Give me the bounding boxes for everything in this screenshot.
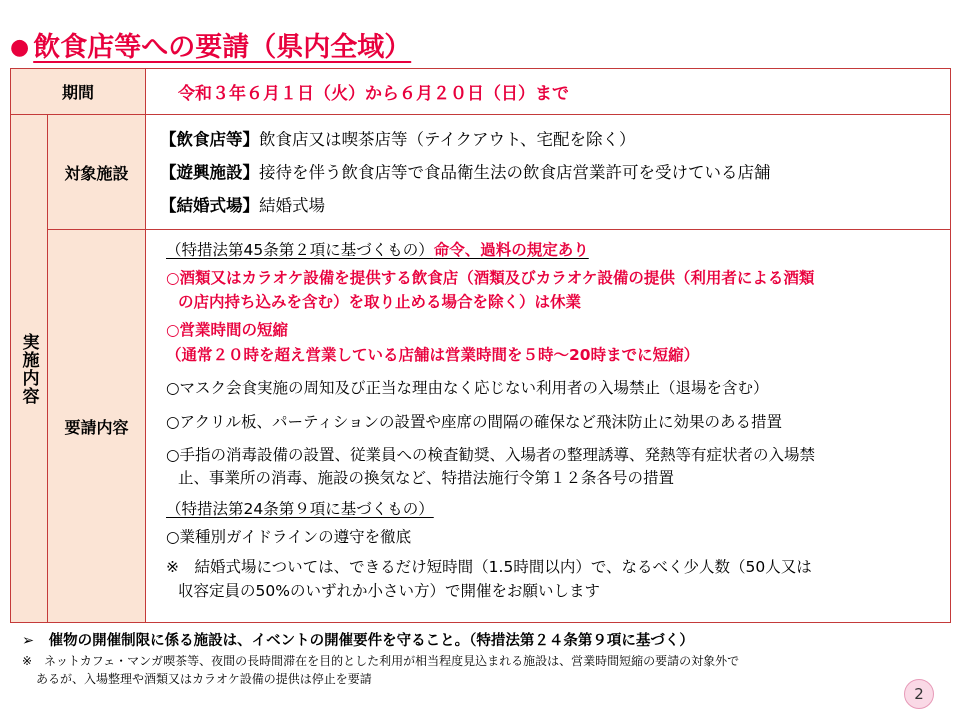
mask-line: ○マスク会食実施の周知及び正当な理由なく応じない利用者の入場禁止（退場を含む） — [166, 379, 769, 397]
page-title — [10, 25, 411, 64]
cafe-note — [22, 652, 739, 688]
hours-line-1: ○営業時間の短縮 — [166, 321, 289, 339]
facility-row — [160, 189, 950, 222]
law45-heading-line — [166, 238, 589, 260]
facility-text: 結婚式場 — [259, 196, 325, 215]
implementation-label-text: 実施内容 — [18, 332, 39, 405]
cafe-note-line-1: ※ ネットカフェ・マンガ喫茶等、夜間の長時間滞在を目的とした利用が相当程度見込まれる施設は、営業時間短縮の要請の対象外で — [22, 654, 740, 668]
facility-tag: 【遊興施設】 — [160, 163, 259, 182]
acrylic-line: ○アクリル板、パーティションの設置や座席の間隔の確保など飛沫防止に効果のある措置 — [166, 413, 783, 431]
facility-row — [160, 156, 950, 189]
facility-text: 飲食店又は喫茶店等（テイクアウト、宅配を除く） — [259, 130, 636, 149]
period-label: 期間 — [11, 69, 146, 115]
hand-line-1: ○手指の消毒設備の設置、従業員への検査勧奨、入場者の整理誘導、発熱等有症状者の入場禁 — [166, 446, 816, 464]
closure-line-2: の店内持ち込みを含む）を取り止める場合を除く）は休業 — [178, 293, 582, 311]
period-value: 令和３年６月１日（火）から６月２０日（日）まで — [146, 69, 950, 115]
requests-label: 要請内容 — [48, 230, 146, 622]
facility-text: 接待を伴う飲食店等で食品衛生法の飲食店営業許可を受けている店舗 — [259, 163, 771, 182]
bullet-icon: ● — [10, 35, 30, 60]
page-title-text: 飲食店等への要請（県内全域） — [33, 32, 412, 63]
event-note: ➢ 催物の開催制限に係る施設は、イベントの開催要件を守ること。（特措法第２４条第９項に基づく） — [22, 633, 694, 649]
law45-heading: （特措法第45条第２項に基づくもの） — [166, 241, 434, 259]
facility-row — [160, 123, 950, 156]
implementation-label — [11, 115, 48, 622]
page-number-badge: 2 — [904, 679, 934, 709]
facilities-label: 対象施設 — [48, 115, 146, 230]
hours-line-2: （通常２０時を超え営業している店舗は営業時間を５時～20時までに短縮） — [166, 346, 700, 364]
law45-penalty: 命令、過料の規定あり — [433, 241, 589, 259]
wedding-line-2: 収容定員の50%のいずれか小さい方）で開催をお願いします — [178, 582, 600, 600]
cafe-note-line-2: あるが、入場整理や酒類又はカラオケ設備の提供は停止を要請 — [36, 672, 372, 686]
requests-list — [146, 230, 950, 622]
facility-tag: 【結婚式場】 — [160, 196, 259, 215]
hand-line-2: 止、事業所の消毒、施設の換気など、特措法施行令第１２条各号の措置 — [178, 469, 675, 487]
facility-tag: 【飲食店等】 — [160, 130, 259, 149]
request-table — [10, 68, 951, 623]
closure-line-1: ○酒類又はカラオケ設備を提供する飲食店（酒類及びカラオケ設備の提供（利用者による酒類 — [166, 269, 815, 287]
law24-heading: （特措法第24条第９項に基づくもの） — [166, 500, 434, 518]
wedding-line-1: ※ 結婚式場については、できるだけ短時間（1.5時間以内）で、なるべく少人数（50人又は — [166, 558, 812, 576]
facilities-list — [146, 115, 950, 230]
guideline-line: ○業種別ガイドラインの遵守を徹底 — [166, 528, 412, 546]
